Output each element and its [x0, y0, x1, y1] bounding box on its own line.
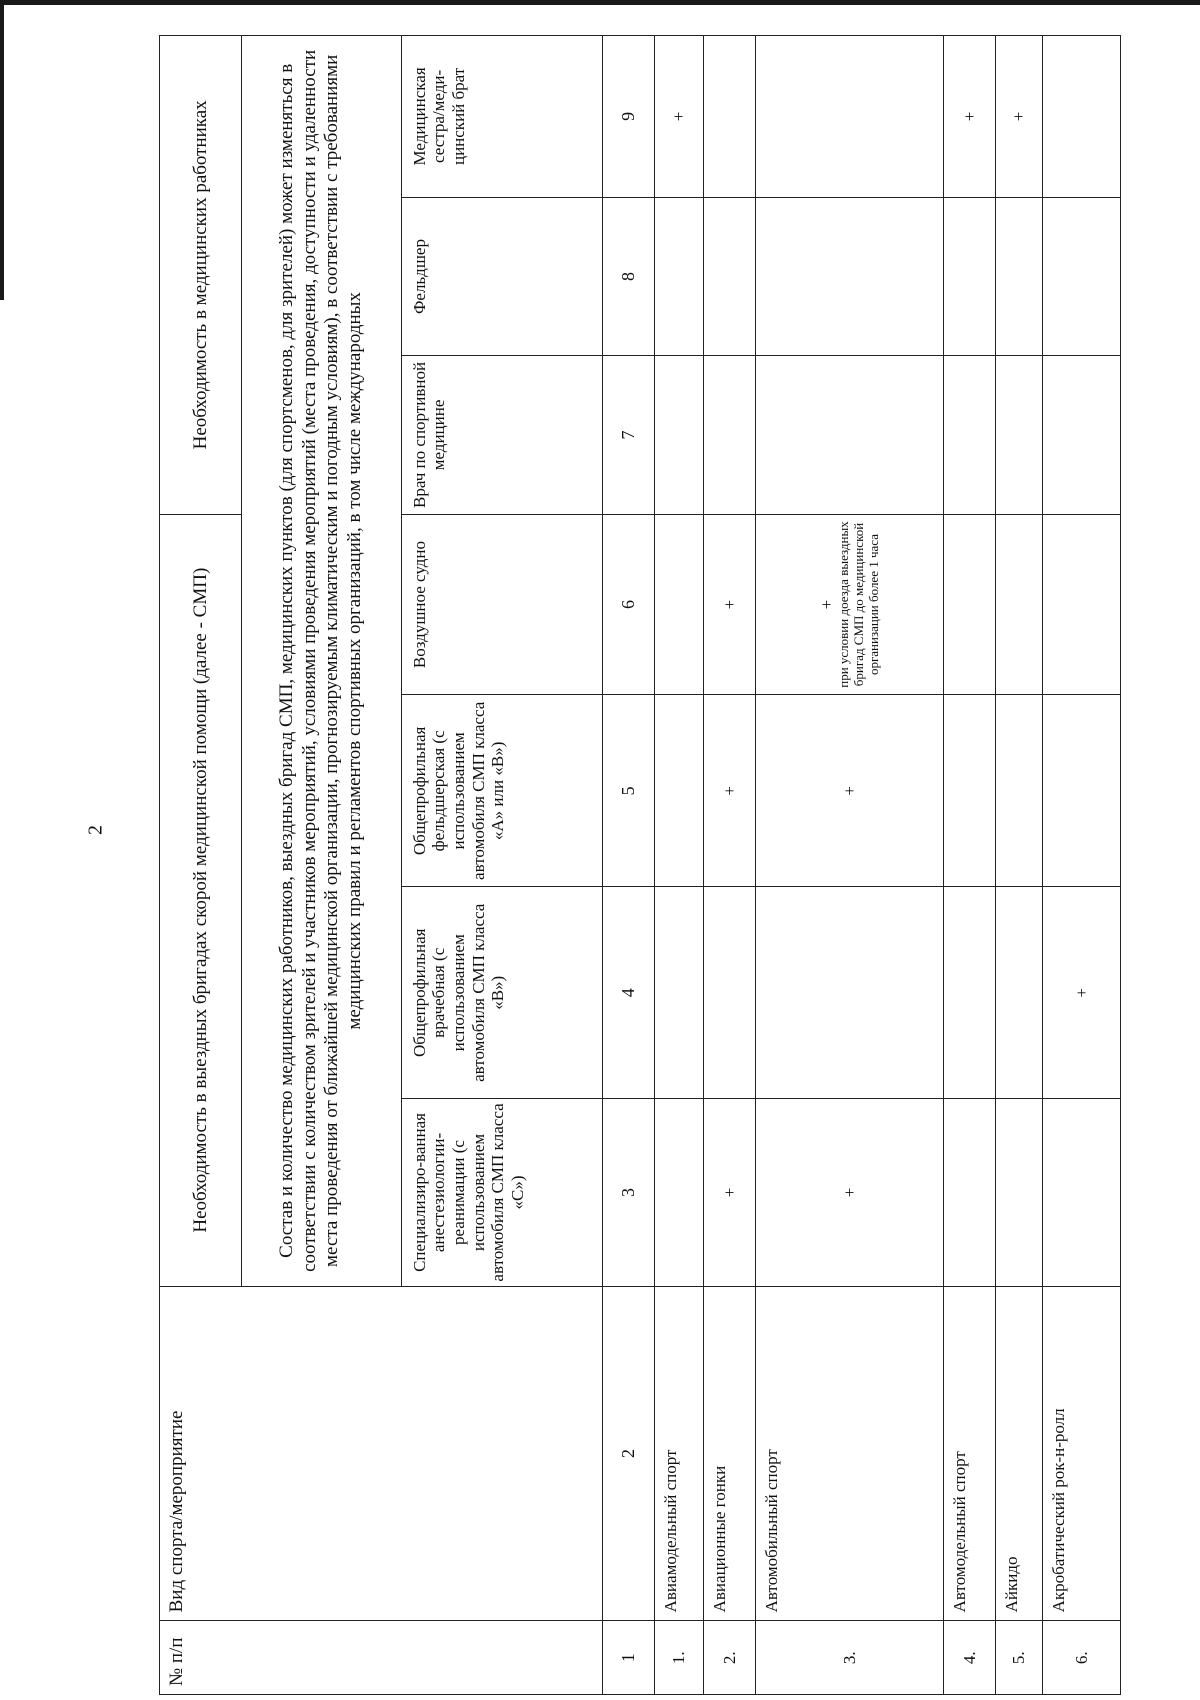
row-cell: + [654, 36, 704, 198]
row-cell [1043, 695, 1121, 887]
row-cell: + [943, 36, 995, 198]
row-num: 6. [1043, 1621, 1121, 1695]
row-cell [1043, 356, 1121, 514]
page-number: 2 [84, 825, 107, 835]
row-num: 1. [654, 1621, 704, 1695]
row-num: 4. [943, 1621, 995, 1695]
sports-medical-table [159, 35, 1121, 1695]
table-row [756, 36, 944, 1695]
col-number: 1 [602, 1621, 654, 1695]
row-num: 3. [756, 1621, 944, 1695]
col-number: 6 [602, 514, 654, 695]
row-cell [1043, 197, 1121, 355]
row-cell: + [704, 514, 756, 695]
row-cell [654, 695, 704, 887]
row-cell [756, 887, 944, 1099]
row-sport: Айкидо [995, 1286, 1043, 1621]
row-cell [704, 887, 756, 1099]
col-number: 4 [602, 887, 654, 1099]
row-cell [995, 887, 1043, 1099]
col-number: 7 [602, 356, 654, 514]
header-sub-6: Воздушное судно [401, 514, 602, 695]
scan-left-border [0, 0, 4, 300]
header-num: № п/п [160, 1621, 603, 1695]
row-cell [995, 356, 1043, 514]
row-cell: + [995, 36, 1043, 198]
row-cell: + [756, 695, 944, 887]
row-cell [995, 514, 1043, 695]
row-cell [1043, 514, 1121, 695]
row-cell [1043, 36, 1121, 198]
col-number: 5 [602, 695, 654, 887]
table-row [995, 36, 1043, 1695]
header-note: Состав и количество медицинских работников, выездных бригад СМП, медицинских пунктов (для спортсменов, для зрителей) может изменяться в соответствии с количеством зрителей и участников мероприятий, условиями проведения мероприятий (места проведения, доступности и удаленности места проведения от ближайшей медицинской организации, прогнозируемым климатическим и погодным условиям), в соответствии с требованиями медицинских правил и регламентов спортивных организаций, в том числе международных [242, 36, 402, 1287]
cell-note: при условии доезда выездных бригад СМП до медицинской организации более 1 часа [835, 521, 881, 688]
column-number-row [602, 36, 654, 1695]
table-row [704, 36, 756, 1695]
row-cell [654, 197, 704, 355]
row-cell [654, 356, 704, 514]
row-cell [654, 1099, 704, 1286]
row-cell [756, 356, 944, 514]
header-sport: Вид спорта/мероприятие [160, 1286, 603, 1621]
row-cell [704, 197, 756, 355]
row-cell [995, 695, 1043, 887]
header-sub-7: Врач по спортивной медицине [401, 356, 602, 514]
row-sport: Авиамодельный спорт [654, 1286, 704, 1621]
row-cell [756, 514, 944, 695]
header-sub-9: Медицинская сестра/меди-цинский брат [401, 36, 602, 198]
table-row [654, 36, 704, 1695]
col-number: 8 [602, 197, 654, 355]
row-cell [704, 36, 756, 198]
row-cell: + [1043, 887, 1121, 1099]
row-cell [654, 887, 704, 1099]
row-num: 2. [704, 1621, 756, 1695]
row-cell [704, 356, 756, 514]
header-row-1 [160, 36, 242, 1695]
scan-top-border [0, 0, 1200, 5]
col-number: 9 [602, 36, 654, 198]
row-sport: Авиационные гонки [704, 1286, 756, 1621]
row-num: 5. [995, 1621, 1043, 1695]
col-number: 3 [602, 1099, 654, 1286]
row-cell [654, 514, 704, 695]
header-sub-5: Общепрофильная фельдшерская (с использованием автомобиля СМП класса «А» или «В») [401, 695, 602, 887]
row-cell [943, 197, 995, 355]
row-cell [943, 887, 995, 1099]
row-cell [995, 197, 1043, 355]
header-group-smp: Необходимость в выездных бригадах скорой медицинской помощи (далее - СМП) [160, 514, 242, 1286]
row-cell [995, 1099, 1043, 1286]
row-cell [1043, 1099, 1121, 1286]
row-sport: Автомодельный спорт [943, 1286, 995, 1621]
row-sport: Акробатический рок-н-ролл [1043, 1286, 1121, 1621]
rotated-page [159, 35, 1121, 1695]
row-cell [943, 1099, 995, 1286]
header-sub-8: Фельдшер [401, 197, 602, 355]
table-row [943, 36, 995, 1695]
row-cell [756, 36, 944, 198]
header-sub-3: Специализиро-ванная анестезиологии-реанимации (с использованием автомобиля СМП класса «С») [401, 1099, 602, 1286]
row-cell: + [704, 695, 756, 887]
header-group-staff: Необходимость в медицинских работниках [160, 36, 242, 515]
cell-plus: + [817, 599, 837, 610]
row-cell: + [704, 1099, 756, 1286]
row-cell: + [756, 1099, 944, 1286]
row-cell [943, 356, 995, 514]
table-row [1043, 36, 1121, 1695]
row-cell [943, 514, 995, 695]
row-cell [943, 695, 995, 887]
header-sub-4: Общепрофильная врачебная (с использованием автомобиля СМП класса «В») [401, 887, 602, 1099]
row-cell [756, 197, 944, 355]
col-number: 2 [602, 1286, 654, 1621]
row-sport: Автомобильный спорт [756, 1286, 944, 1621]
